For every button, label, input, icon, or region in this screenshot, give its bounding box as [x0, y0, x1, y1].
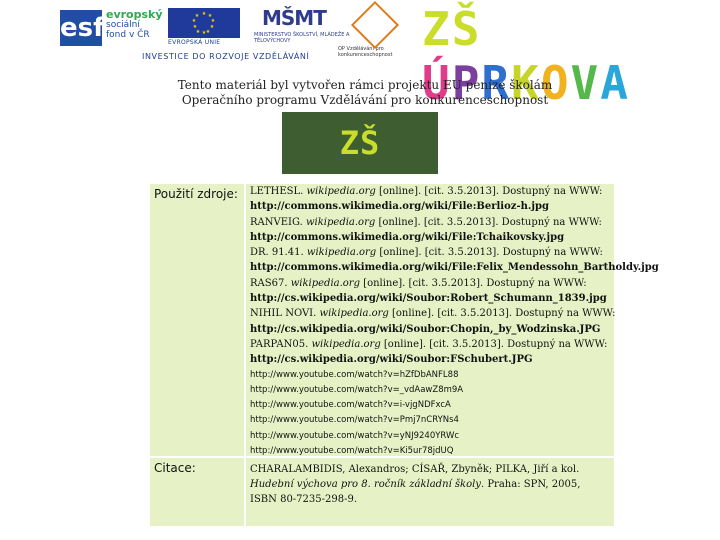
esf-line-3: fond v ČR — [106, 30, 150, 40]
intro-line-1: Tento materiál byl vytvořen rámci projektu EU peníze školám — [177, 78, 553, 92]
source-details: [online]. [cit. 3.5.2013]. Dostupný na WWW: — [388, 308, 616, 320]
sources-content — [246, 184, 659, 457]
source-author: NIHIL NOVI. — [250, 308, 317, 320]
source-site: wikipedia.org — [319, 308, 389, 320]
source-url — [250, 291, 610, 306]
opvk-diamond-icon — [351, 1, 399, 49]
school-logo-letter: P — [451, 56, 482, 110]
source-entry — [250, 215, 610, 230]
opvk-logo — [338, 6, 418, 58]
source-author: RAS67. — [250, 277, 288, 289]
source-author: RANVEIG. — [250, 216, 303, 228]
source-url — [250, 322, 610, 337]
citation-content — [246, 458, 614, 526]
svg-text:★: ★ — [194, 13, 200, 19]
source-url — [250, 199, 610, 214]
youtube-list — [250, 368, 610, 460]
esf-mark: esf — [60, 10, 102, 46]
source-link[interactable]: http://commons.wikimedia.org/wiki/File:Berlioz-h.jpg — [250, 201, 549, 213]
youtube-link[interactable]: http://www.youtube.com/watch?v=Pmj7nCRYNs4 — [250, 415, 459, 426]
school-logo-letter: V — [570, 56, 601, 110]
youtube-link[interactable]: http://www.youtube.com/watch?v=_vdAawZ8m9A — [250, 384, 464, 395]
citation-authors: CHARALAMBIDIS, Alexandros; CÍSAŘ, Zbyněk; PILKA, Jiří a kol. — [250, 464, 580, 475]
msmt-mark: MŠMT — [262, 6, 326, 30]
source-link[interactable]: http://cs.wikipedia.org/wiki/Soubor:FSchubert.JPG — [250, 354, 533, 366]
citation-label: Citace: — [150, 458, 244, 526]
source-details: [online]. [cit. 3.5.2013]. Dostupný na WWW: — [375, 186, 603, 197]
source-details: [online]. [cit. 3.5.2013]. Dostupný na WWW: — [376, 247, 603, 259]
school-logo-letter: R — [481, 56, 512, 110]
source-site: wikipedia.org — [290, 277, 360, 289]
source-author: PARPAN05. — [250, 338, 309, 350]
svg-text:★: ★ — [201, 11, 207, 17]
school-logo-prefix: ZŠ — [422, 2, 482, 56]
youtube-link[interactable]: http://www.youtube.com/watch?v=yNJ9240YRWc — [250, 430, 460, 441]
youtube-link[interactable]: http://www.youtube.com/watch?v=i-vjgNDFxcA — [250, 400, 451, 411]
source-entry — [250, 337, 610, 352]
school-logo-letter: O — [540, 56, 571, 110]
svg-text:★: ★ — [207, 13, 213, 19]
source-site: wikipedia.org — [305, 216, 376, 228]
source-link[interactable]: http://commons.wikimedia.org/wiki/File:Felix_Mendessohn_Bartholdy.jpg — [250, 262, 659, 274]
source-url — [250, 260, 659, 275]
sources-panel — [150, 184, 659, 526]
source-entry — [250, 306, 616, 321]
opvk-caption: OP Vzdělávání pro konkurenceschopnost — [338, 46, 393, 58]
msmt-caption: MINISTERSTVO ŠKOLSTVÍ, MLÁDEŽE A TĚLOVÝCHOVY — [254, 32, 350, 44]
svg-text:★: ★ — [191, 18, 197, 24]
school-logo-letter: Ú — [422, 56, 452, 110]
source-url — [250, 352, 610, 367]
esf-text — [106, 10, 163, 40]
esf-line-1: evropský — [106, 8, 163, 21]
source-url — [250, 230, 610, 245]
source-site: wikipedia.org — [306, 247, 377, 259]
svg-text:★: ★ — [205, 29, 211, 35]
svg-text:★: ★ — [209, 24, 215, 30]
source-link[interactable]: http://cs.wikipedia.org/wiki/Soubor:Chopin,_by_Wodzinska.JPG — [250, 323, 601, 335]
eu-caption: EVROPSKÁ UNIE — [168, 39, 221, 46]
svg-text:★: ★ — [210, 18, 216, 24]
source-link[interactable]: http://commons.wikimedia.org/wiki/File:Tchaikovsky.jpg — [250, 231, 565, 243]
source-details: [online]. [cit. 3.5.2013]. Dostupný na WWW: — [375, 216, 602, 228]
invest-slogan: INVESTICE DO ROZVOJE VZDĚLÁVÁNÍ — [142, 52, 310, 61]
source-entry — [250, 276, 610, 291]
citation-rest: . Praha: SPN, 2005, ISBN 80-7235-298-9. — [250, 479, 581, 505]
source-entry — [250, 245, 610, 260]
eu-logo — [168, 8, 240, 48]
sources-label: Použití zdroje: — [150, 184, 244, 456]
source-entry — [250, 184, 610, 199]
youtube-link[interactable]: http://www.youtube.com/watch?v=hZfDbANFL88 — [250, 369, 459, 380]
source-site: wikipedia.org — [306, 186, 376, 197]
svg-text:★: ★ — [192, 24, 198, 30]
intro-text — [160, 78, 570, 108]
school-logo-letter: A — [600, 56, 630, 110]
svg-text:★: ★ — [195, 29, 201, 35]
source-author: LETHESL. — [250, 186, 304, 197]
eu-flag-icon — [168, 8, 240, 38]
source-details: [online]. [cit. 3.5.2013]. Dostupný na WWW: — [359, 277, 587, 289]
svg-text:★: ★ — [201, 30, 207, 36]
banner-prefix: ZŠ — [339, 124, 381, 162]
esf-line-2: sociální — [106, 20, 140, 30]
source-link[interactable]: http://cs.wikipedia.org/wiki/Soubor:Robert_Schumann_1839.jpg — [250, 293, 607, 305]
sources-list — [250, 184, 659, 368]
school-banner — [282, 112, 438, 174]
school-logo-letter: K — [511, 56, 541, 110]
esf-logo — [60, 6, 163, 48]
intro-line-2: Operačního programu Vzdělávání pro konkurenceschopnost — [181, 93, 549, 107]
source-details: [online]. [cit. 3.5.2013]. Dostupný na WWW: — [380, 338, 608, 350]
source-site: wikipedia.org — [311, 338, 381, 350]
youtube-link[interactable]: http://www.youtube.com/watch?v=Ki5ur78jdUQ — [250, 446, 454, 457]
source-author: DR. 91.41. — [250, 247, 304, 259]
citation-text — [250, 462, 610, 507]
citation-title: Hudební výchova pro 8. ročník základní školy — [250, 479, 481, 490]
